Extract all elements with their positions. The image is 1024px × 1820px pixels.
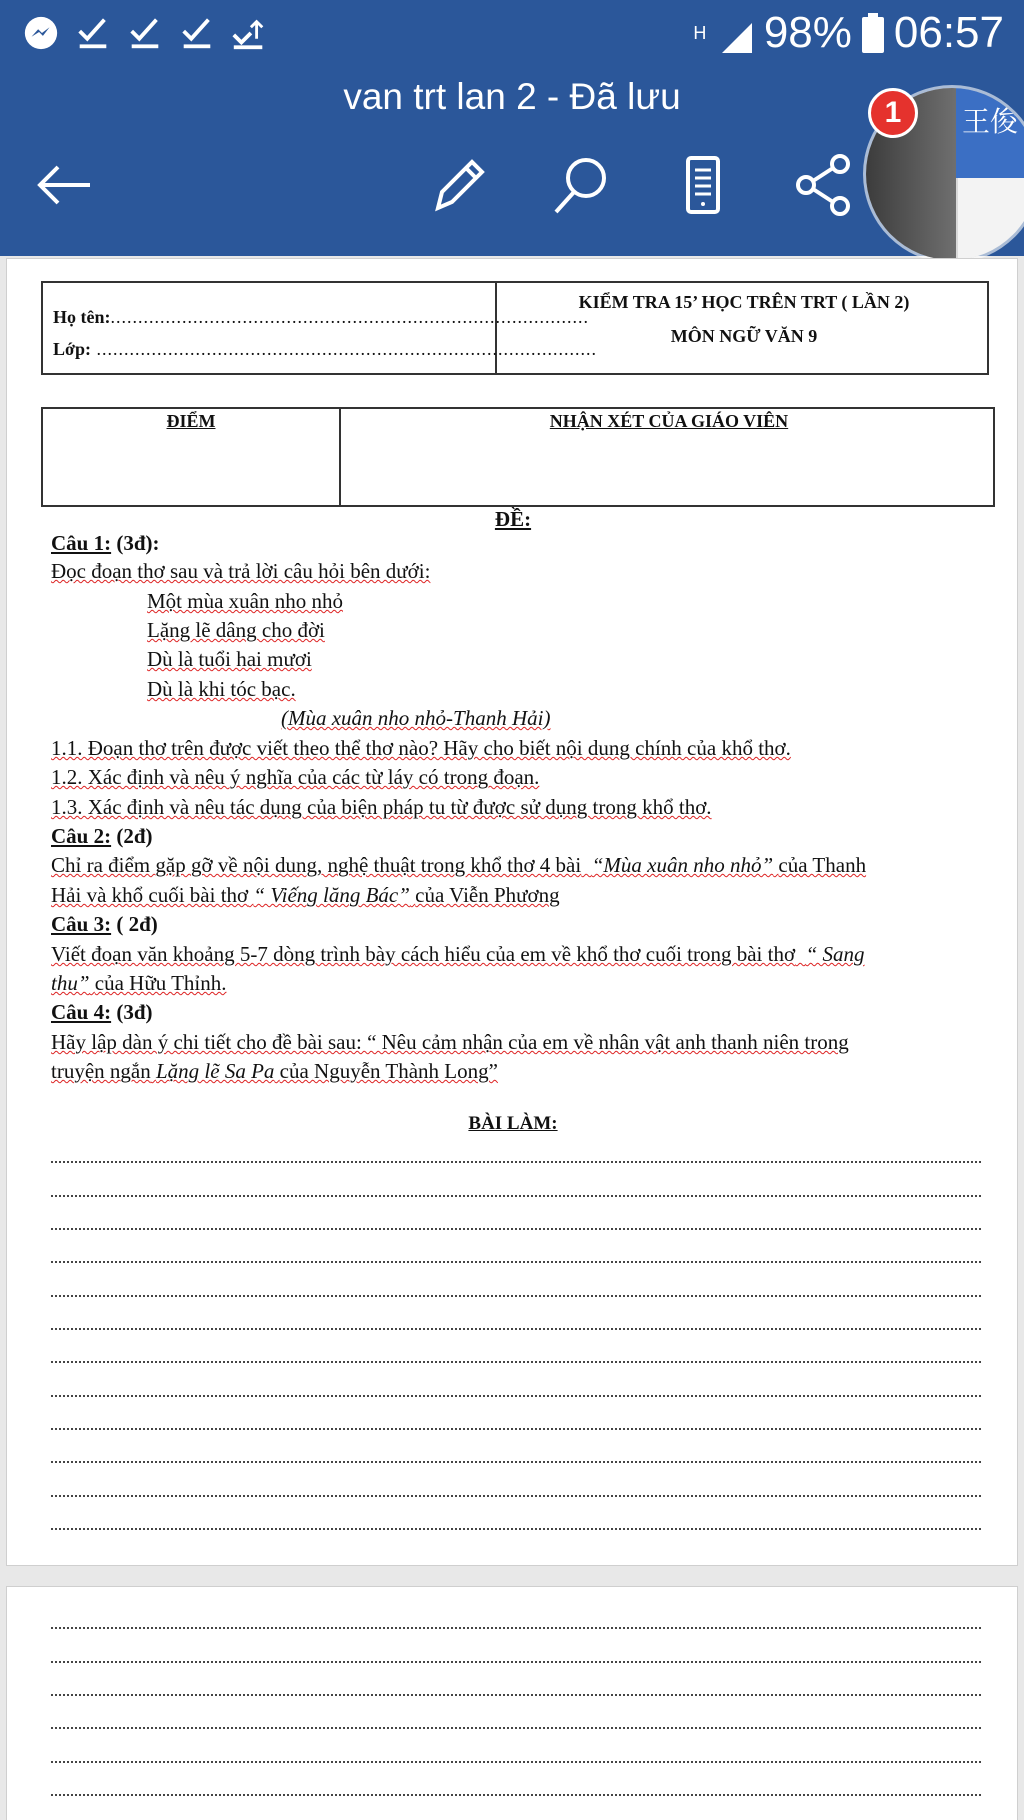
header-table — [41, 281, 989, 375]
check-download-icon — [126, 14, 164, 52]
answer-line — [51, 1195, 981, 1197]
document-page-1[interactable] — [6, 258, 1018, 1566]
poem-line-4: Dù là khi tóc bạc. — [147, 677, 296, 701]
pencil-icon — [424, 150, 494, 220]
cau2-heading: Câu 2: (2đ) — [51, 824, 153, 848]
share-icon — [790, 150, 860, 220]
mobile-view-icon — [668, 150, 738, 220]
battery-icon — [862, 13, 884, 53]
bai-lam-heading: BÀI LÀM: — [468, 1113, 558, 1134]
answer-line — [51, 1395, 981, 1397]
signal-icon — [720, 16, 754, 50]
avatar-sticker — [958, 178, 1024, 260]
upload-icon — [230, 14, 268, 52]
edit-button[interactable] — [424, 150, 494, 220]
answer-line — [51, 1528, 981, 1530]
cau4-text-line-1: Hãy lập dàn ý chi tiết cho đề bài sau: “ Nêu cảm nhận của em về nhân vật anh thanh niên trong — [51, 1030, 849, 1054]
answer-line — [51, 1461, 981, 1463]
cau3-text-line-2: thu” của Hữu Thỉnh. — [51, 971, 227, 995]
question-1-3: 1.3. Xác định và nêu tác dụng của biện pháp tu từ được sử dụng trong khổ thơ. — [51, 795, 712, 819]
question-1-2: 1.2. Xác định và nêu ý nghĩa của các từ láy có trong đoạn. — [51, 765, 540, 789]
document-title: van trt lan 2 - Đã lưu — [343, 76, 681, 117]
answer-line — [51, 1627, 981, 1629]
share-button[interactable] — [790, 150, 860, 220]
answer-line — [51, 1261, 981, 1263]
lop-field: Lớp: ........................................................................................... — [53, 339, 597, 359]
search-icon — [546, 150, 616, 220]
back-button[interactable] — [30, 150, 100, 220]
cau2-text-line-1: Chỉ ra điểm gặp gỡ về nội dung, nghệ thuật trong khổ thơ 4 bài “Mùa xuân nho nhỏ” của Thanh — [51, 853, 867, 877]
status-bar — [0, 0, 1024, 70]
answer-line — [51, 1361, 981, 1363]
cau4-heading: Câu 4: (3đ) — [51, 1000, 153, 1024]
avatar-poster: 王俊 — [956, 88, 1024, 178]
cau4-text-line-2: truyện ngắn Lặng lẽ Sa Pa của Nguyễn Thành Long” — [51, 1059, 498, 1083]
poem-line-1: Một mùa xuân nho nhỏ — [147, 589, 343, 613]
check-download-icon — [74, 14, 112, 52]
teacher-comment-header: NHẬN XÉT CỦA GIÁO VIÊN — [549, 411, 789, 431]
answer-line — [51, 1228, 981, 1230]
check-download-icon — [178, 14, 216, 52]
cau1-heading: Câu 1: (3đ): — [51, 531, 160, 555]
de-heading: ĐỀ: — [494, 507, 532, 531]
answer-line — [51, 1661, 981, 1663]
answer-line — [51, 1495, 981, 1497]
search-button[interactable] — [546, 150, 616, 220]
answer-line — [51, 1428, 981, 1430]
app-bar — [0, 0, 1024, 256]
answer-line — [51, 1295, 981, 1297]
answer-line — [51, 1328, 981, 1330]
test-title-cell — [497, 285, 991, 353]
answer-line — [51, 1161, 981, 1163]
cau1-intro: Đọc đoạn thơ sau và trả lời câu hỏi bên dưới: — [51, 559, 431, 583]
messenger-icon — [22, 14, 60, 52]
arrow-left-icon — [30, 150, 100, 220]
ho-ten-field: Họ tên:....................................................................................... — [53, 307, 589, 327]
reading-view-button[interactable] — [668, 150, 738, 220]
cau3-text-line-1: Viết đoạn văn khoảng 5-7 dòng trình bày cách hiểu của em về khổ thơ cuối trong bài thơ “ Sang — [51, 942, 865, 966]
question-1-1: 1.1. Đoạn thơ trên được viết theo thể thơ nào? Hãy cho biết nội dung chính của khổ thơ. — [51, 736, 791, 760]
score-header: ĐIỂM — [166, 411, 216, 431]
notification-badge[interactable]: 1 — [868, 88, 918, 138]
cau3-heading: Câu 3: ( 2đ) — [51, 912, 158, 936]
answer-line — [51, 1794, 981, 1796]
cau2-text-line-2: Hải và khổ cuối bài thơ “ Viếng lăng Bác” của Viễn Phương — [51, 883, 560, 907]
network-type: H — [693, 23, 707, 43]
poem-line-3: Dù là tuổi hai mươi — [147, 647, 312, 671]
poem-source: (Mùa xuân nho nhỏ-Thanh Hải) — [281, 706, 551, 730]
subject-title: MÔN NGỮ VĂN 9 — [670, 326, 818, 346]
answer-line — [51, 1694, 981, 1696]
battery-percent: 98% — [763, 8, 852, 57]
clock: 06:57 — [893, 8, 1004, 57]
score-table — [41, 407, 995, 507]
answer-line — [51, 1761, 981, 1763]
document-page-2[interactable] — [6, 1586, 1018, 1820]
test-title: KIỂM TRA 15’ HỌC TRÊN TRT ( LẦN 2) — [578, 292, 910, 312]
answer-line — [51, 1727, 981, 1729]
poem-line-2: Lặng lẽ dâng cho đời — [147, 618, 325, 642]
